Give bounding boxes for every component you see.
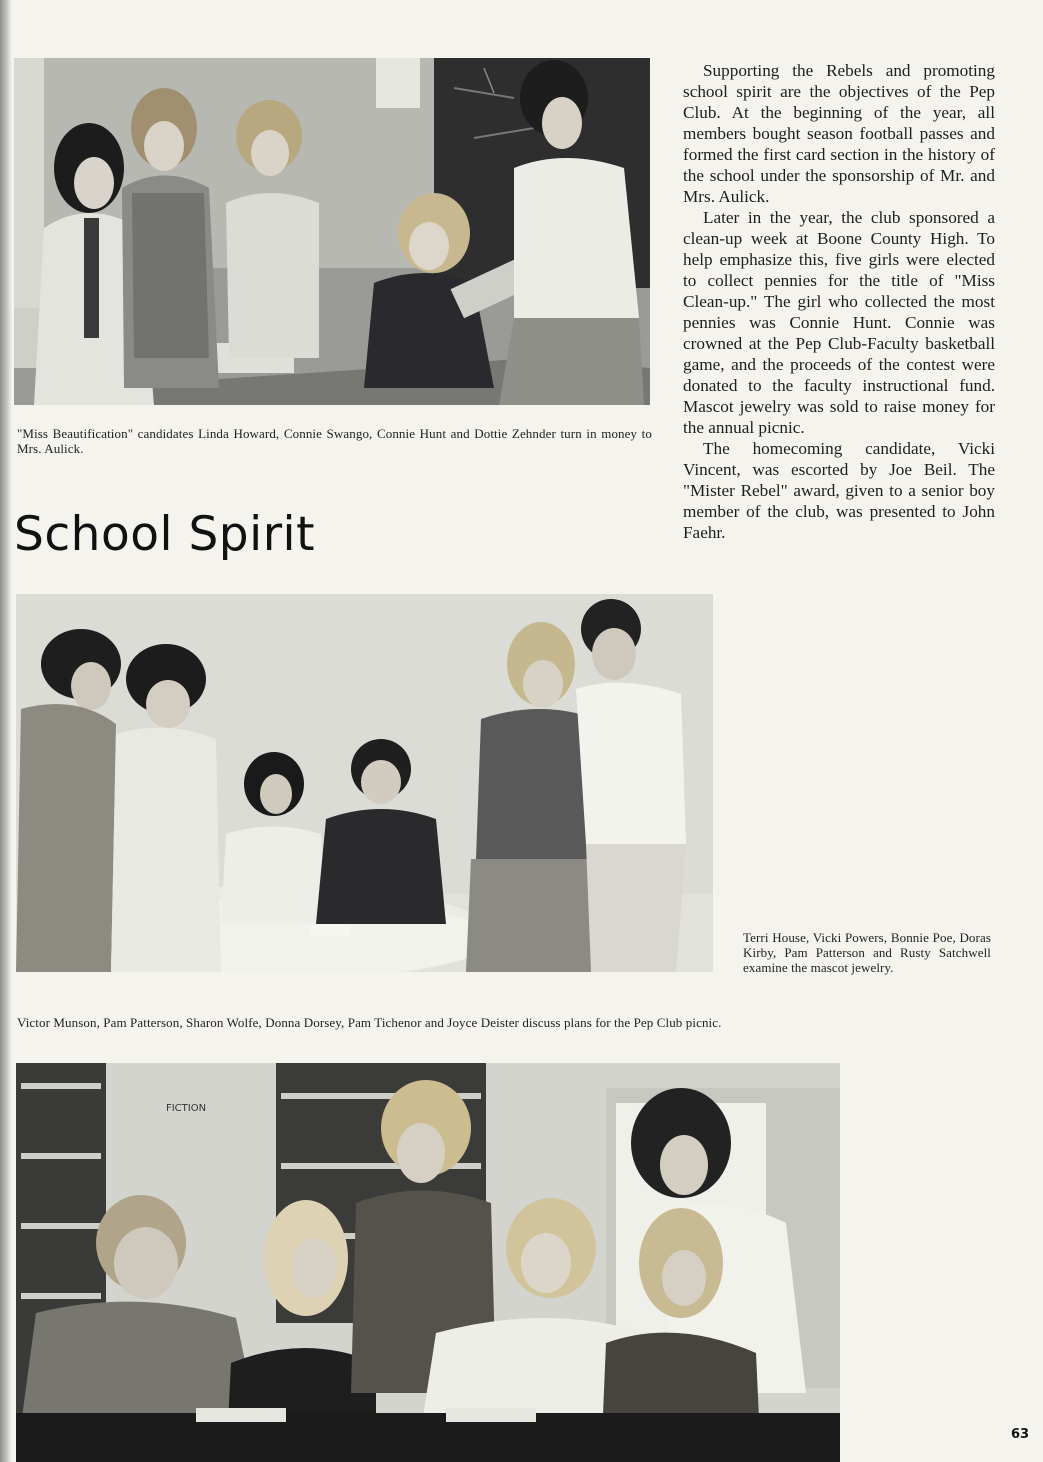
body-paragraph-3: The homecoming candidate, Vicki Vincent, was escorted by Joe Beil. The "Mister Rebel" award, given to a senior boy member of the club, was presented to John Faehr.: [683, 439, 995, 542]
body-paragraph-2: Later in the year, the club sponsored a clean-up week at Boone County High. To help emphasize this, five girls were elected to collect pennies for the title of "Miss Clean-up." The girl who collected the most pennies was Connie Hunt. Connie was crowned at the Pep Club-Faculty basketball game, and the proceeds of the contest were donated to the faculty instructional fund. Mascot jewelry was sold to raise money for the annual picnic.: [683, 208, 995, 437]
photo-mascot-jewelry: [16, 594, 713, 972]
photo-middle-illustration: [16, 594, 713, 972]
caption-bottom-photo: Victor Munson, Pam Patterson, Sharon Wolfe, Donna Dorsey, Pam Tichenor and Joyce Deister discuss plans for the Pep Club picnic.: [17, 1015, 722, 1030]
photo-pep-club-picnic: [16, 1063, 840, 1462]
page-number: 63: [1011, 1427, 1030, 1442]
section-title: School Spirit: [14, 507, 316, 562]
photo-bottom-illustration: [16, 1063, 840, 1462]
caption-middle-photo: Terri House, Vicki Powers, Bonnie Poe, Doras Kirby, Pam Patterson and Rusty Satchwell examine the mascot jewelry.: [743, 930, 991, 975]
caption-top-photo: "Miss Beautification" candidates Linda Howard, Connie Swango, Connie Hunt and Dottie Zehnder turn in money to Mrs. Aulick.: [17, 426, 652, 456]
article-body: [683, 60, 995, 543]
page-binding-edge: [0, 0, 12, 1462]
body-paragraph-1: Supporting the Rebels and promoting school spirit are the objectives of the Pep Club. At the beginning of the year, all members bought season football passes and formed the first card section in the history of the school under the sponsorship of Mr. and Mrs. Aulick.: [683, 61, 995, 206]
photo-top-illustration: [14, 58, 650, 405]
fiction-sign: FICTION: [165, 1103, 207, 1114]
photo-miss-beautification: [14, 58, 650, 405]
